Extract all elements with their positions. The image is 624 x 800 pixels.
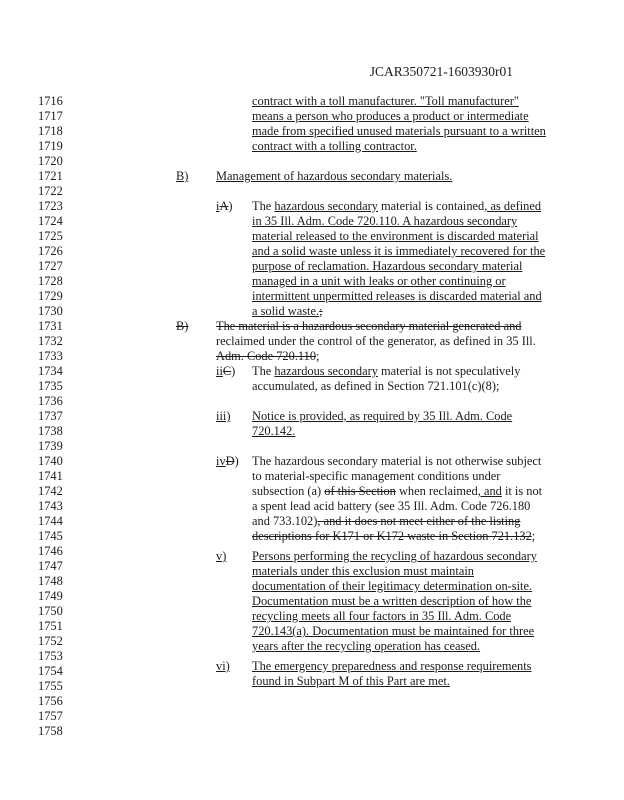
line-number: 1737 — [38, 409, 63, 423]
line-number: 1733 — [38, 349, 63, 363]
line-number: 1743 — [38, 499, 63, 513]
item-line: materials under this exclusion must maintain — [252, 564, 474, 578]
item-line: in 35 Ill. Adm. Code 720.110. A hazardous secondary — [252, 214, 518, 228]
line-number: 1745 — [38, 529, 63, 543]
item-line: and 733.102), and it does not meet either of the listing — [252, 514, 521, 528]
line-number: 1716 — [38, 94, 63, 108]
item-line: accumulated, as defined in Section 721.101(c)(8); — [252, 379, 500, 393]
line-number: 1740 — [38, 454, 63, 468]
item-line: recycling meets all four factors in 35 Ill. Adm. Code — [252, 609, 512, 623]
item-line: The hazardous secondary material is not speculatively — [252, 364, 521, 378]
item-line: documentation of their legitimacy determination on-site. — [252, 579, 533, 593]
item-line: to material-specific management conditions under — [252, 469, 501, 483]
struck-line: The material is a hazardous secondary material generated and — [216, 319, 522, 333]
line-number: 1736 — [38, 394, 63, 408]
item-line: material released to the environment is discarded material — [252, 229, 539, 243]
line-number: 1719 — [38, 139, 63, 153]
toll-manufacturer-paragraph — [252, 94, 546, 154]
line-number: 1746 — [38, 544, 63, 558]
line-number: 1718 — [38, 124, 63, 138]
line-number: 1744 — [38, 514, 63, 528]
line-number: 1725 — [38, 229, 63, 243]
line-number-column — [38, 94, 82, 739]
line-number: 1742 — [38, 484, 63, 498]
item-line: 720.143(a). Documentation must be maintained for three — [252, 624, 535, 638]
line-number: 1756 — [38, 694, 63, 708]
item-line: The hazardous secondary material is not otherwise subject — [252, 454, 542, 468]
section-b-label: B) — [176, 169, 189, 183]
item-i-text — [252, 199, 545, 319]
line-number: 1741 — [38, 469, 63, 483]
line-number: 1758 — [38, 724, 63, 738]
line-number: 1726 — [38, 244, 63, 258]
item-line: The hazardous secondary material is contained, as defined — [252, 199, 542, 213]
item-iii-label: iii) — [216, 409, 231, 423]
item-line: found in Subpart M of this Part are met. — [252, 674, 450, 688]
line-number: 1731 — [38, 319, 63, 333]
paragraph-line: made from specified unused materials pursuant to a written — [252, 124, 546, 138]
item-line: a solid waste.; — [252, 304, 323, 318]
paragraph-line: contract with a toll manufacturer. "Toll manufacturer" — [252, 94, 519, 108]
line-number: 1721 — [38, 169, 63, 183]
line-number: 1752 — [38, 634, 63, 648]
item-line: descriptions for K171 or K172 waste in Section 721.132; — [252, 529, 536, 543]
item-line: 720.142. — [252, 424, 296, 438]
item-line: Notice is provided, as required by 35 Ill. Adm. Code — [252, 409, 513, 423]
item-line: purpose of reclamation. Hazardous secondary material — [252, 259, 523, 273]
section-b-heading: Management of hazardous secondary materials. — [216, 169, 453, 183]
line-number: 1732 — [38, 334, 63, 348]
item-line: managed in a unit with leaks or other continuing or — [252, 274, 506, 288]
item-iv-label: ivD) — [216, 454, 239, 468]
item-ii-label: iiC) — [216, 364, 236, 378]
item-line: subsection (a) of this Section when reclaimed, and it is not — [252, 484, 543, 498]
line-number: 1747 — [38, 559, 63, 573]
line-number: 1728 — [38, 274, 63, 288]
line-number: 1751 — [38, 619, 63, 633]
item-line: and a solid waste unless it is immediately recovered for the — [252, 244, 546, 258]
line-number: 1730 — [38, 304, 63, 318]
item-iii-text — [252, 409, 512, 439]
item-line: a spent lead acid battery (see 35 Ill. Adm. Code 726.180 — [252, 499, 531, 513]
item-line: Documentation must be a written description of how the — [252, 594, 532, 608]
item-iv-text — [252, 454, 542, 544]
line-number: 1749 — [38, 589, 63, 603]
line-number: 1734 — [38, 364, 63, 378]
line-number: 1724 — [38, 214, 63, 228]
item-i-label: iA) — [216, 199, 233, 213]
line-number: 1738 — [38, 424, 63, 438]
old-section-b-label: B) — [176, 319, 189, 333]
line-number: 1757 — [38, 709, 63, 723]
item-line: intermittent unpermitted releases is discarded material and — [252, 289, 542, 303]
mixed-line: Adm. Code 720.110; — [216, 349, 320, 363]
line-number: 1723 — [38, 199, 63, 213]
line-number: 1735 — [38, 379, 63, 393]
line-number: 1727 — [38, 259, 63, 273]
line-number: 1729 — [38, 289, 63, 303]
item-ii-text — [252, 364, 520, 394]
plain-line: reclaimed under the control of the generator, as defined in 35 Ill. — [216, 334, 536, 348]
line-number: 1722 — [38, 184, 63, 198]
item-vi-label: vi) — [216, 659, 230, 673]
item-v-label: v) — [216, 549, 227, 563]
item-line: Persons performing the recycling of hazardous secondary — [252, 549, 537, 563]
line-number: 1720 — [38, 154, 63, 168]
item-line: The emergency preparedness and response requirements — [252, 659, 532, 673]
old-section-b-text — [216, 319, 536, 364]
line-number: 1739 — [38, 439, 63, 453]
paragraph-line: contract with a tolling contractor. — [252, 139, 417, 153]
line-number: 1753 — [38, 649, 63, 663]
paragraph-line: means a person who produces a product or intermediate — [252, 109, 529, 123]
item-line: years after the recycling operation has ceased. — [252, 639, 481, 653]
line-number: 1750 — [38, 604, 63, 618]
line-number: 1717 — [38, 109, 63, 123]
line-number: 1748 — [38, 574, 63, 588]
document-id-header: JCAR350721-1603930r01 — [369, 64, 513, 79]
line-number: 1754 — [38, 664, 63, 678]
item-v-text — [252, 549, 537, 654]
line-number: 1755 — [38, 679, 63, 693]
item-vi-text — [252, 659, 531, 689]
